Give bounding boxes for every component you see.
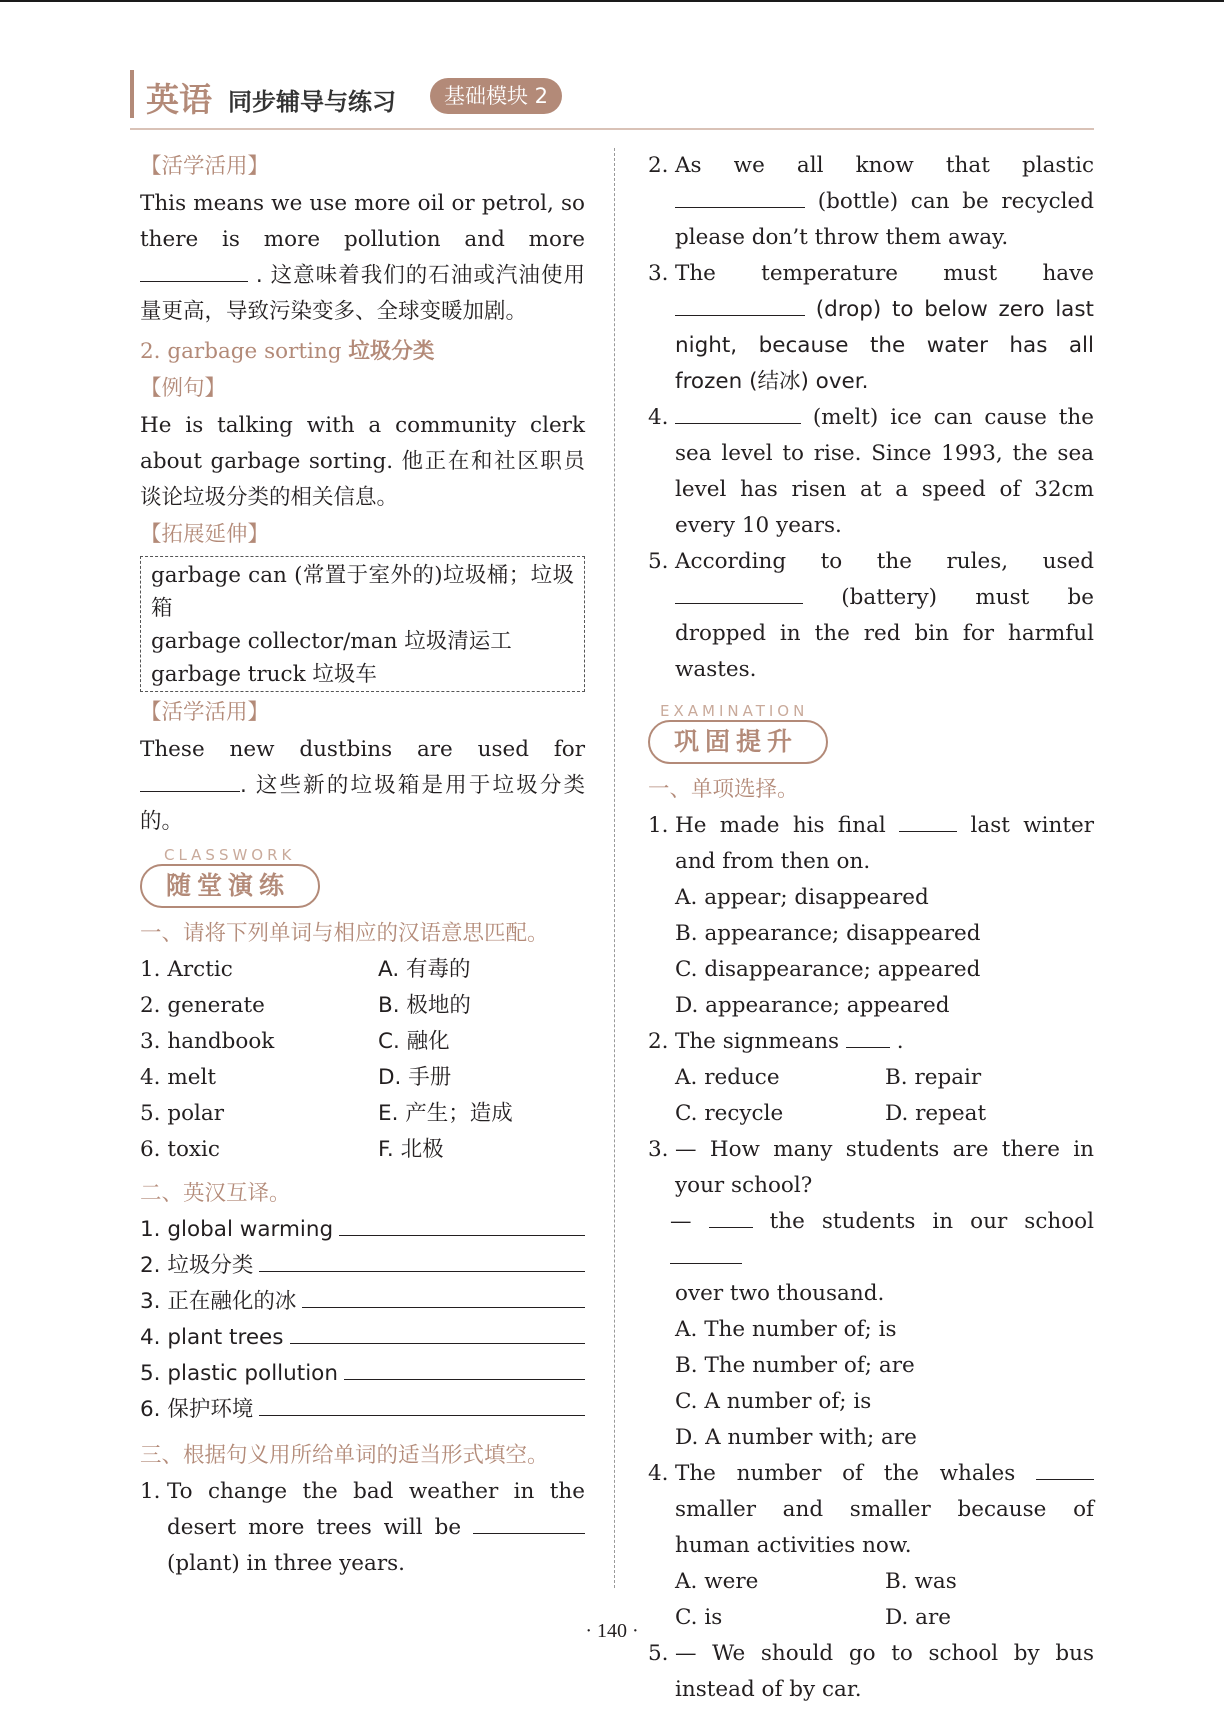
answer-blank[interactable]	[140, 771, 240, 792]
mc-option[interactable]: A. The number of; is	[675, 1317, 897, 1342]
answer-blank[interactable]	[709, 1207, 753, 1228]
match-meaning: A. 有毒的	[378, 957, 471, 982]
answer-blank[interactable]	[302, 1285, 585, 1308]
mc-option[interactable]: B. appearance; disappeared	[675, 921, 981, 946]
answer-blank[interactable]	[899, 811, 957, 832]
mc-option[interactable]: C. recycle	[675, 1101, 784, 1126]
match-word: 4. melt	[140, 1065, 216, 1090]
tuozhan-line: garbage truck 垃圾车	[151, 662, 377, 687]
answer-blank[interactable]	[675, 187, 805, 208]
page-header	[130, 70, 1094, 132]
mc-option-row	[648, 1096, 1094, 1132]
match-word: 3. handbook	[140, 1029, 275, 1054]
translate-item: 1. global warming	[140, 1217, 334, 1242]
classwork-label-cn: 随堂演练	[166, 871, 291, 900]
mc-question-3-answer: — the students in our school	[648, 1204, 1094, 1276]
huoxue-text-2: These new dustbins are used for . 这些新的垃圾箱是用于垃圾分类的。	[140, 737, 585, 834]
answer-blank[interactable]	[675, 295, 805, 316]
mc-option[interactable]: C. is	[675, 1605, 723, 1630]
top-border	[0, 0, 1224, 2]
translate-item: 4. plant trees	[140, 1325, 284, 1350]
answer-blank[interactable]	[259, 1249, 585, 1272]
answer-blank[interactable]	[140, 261, 248, 282]
mc-option[interactable]: B. was	[885, 1569, 957, 1594]
match-meaning: B. 极地的	[378, 993, 471, 1018]
mc-option[interactable]: D. appearance; appeared	[675, 993, 950, 1018]
fill-question-5: 5. According to the rules, used (battery) must be dropped in the red bin for harmful wastes.	[648, 549, 1094, 682]
answer-blank[interactable]	[675, 403, 801, 424]
mc-option[interactable]: D. are	[885, 1605, 951, 1630]
mc-option[interactable]: C. disappearance; appeared	[675, 957, 981, 982]
mc-option[interactable]: A. were	[675, 1569, 759, 1594]
translate-item: 2. 垃圾分类	[140, 1253, 254, 1278]
tuozhan-heading: 【拓展延伸】	[140, 522, 270, 547]
section-3-title: 三、根据句义用所给单词的适当形式填空。	[140, 1443, 549, 1468]
fill-question-1: 1. To change the bad weather in the desert more trees will be (plant) in three years.	[140, 1479, 585, 1576]
column-divider	[614, 148, 615, 1588]
answer-blank[interactable]	[344, 1357, 585, 1380]
tuozhan-line: garbage can (常置于室外的)垃圾桶；垃圾箱	[151, 563, 574, 621]
header-title: 同步辅导与练习	[228, 88, 396, 116]
match-word: 5. polar	[140, 1101, 225, 1126]
huoxue-heading: 【活学活用】	[140, 154, 270, 179]
mc-option-row	[648, 1564, 1094, 1600]
page-number: · 140 ·	[585, 1620, 639, 1642]
answer-blank[interactable]	[1036, 1459, 1094, 1480]
mc-option-row	[648, 1060, 1094, 1096]
mc-option[interactable]: A. reduce	[675, 1065, 780, 1090]
classwork-label-en: CLASSWORK	[164, 846, 296, 864]
mc-question-4: 4. The number of the whales smaller and smaller because of human activities now.	[648, 1461, 1094, 1558]
mc-option[interactable]: B. repair	[885, 1065, 982, 1090]
answer-blank[interactable]	[670, 1243, 742, 1264]
match-word: 2. generate	[140, 993, 265, 1018]
tuozhan-line: garbage collector/man 垃圾清运工	[151, 629, 512, 654]
fill-question-3: 3. The temperature must have (drop) to below zero last night, because the water has all frozen (结冰) over.	[648, 261, 1094, 394]
answer-blank[interactable]	[473, 1513, 585, 1534]
translate-item: 6. 保护环境	[140, 1397, 254, 1422]
match-meaning: E. 产生；造成	[378, 1101, 513, 1126]
mc-question-3-tail: over two thousand.	[675, 1281, 885, 1306]
header-subject: 英语	[146, 80, 212, 119]
vocab-item-2: 2. garbage sorting 垃圾分类	[140, 339, 435, 364]
section-2-title: 二、英汉互译。	[140, 1181, 291, 1206]
mc-question-1: 1. He made his final last winter and from then on.	[648, 813, 1094, 874]
match-word: 6. toxic	[140, 1137, 220, 1162]
mc-option[interactable]: B. The number of; are	[675, 1353, 915, 1378]
answer-blank[interactable]	[846, 1027, 890, 1048]
header-module-badge: 基础模块 2	[430, 78, 562, 114]
mc-option[interactable]: D. A number with; are	[675, 1425, 917, 1450]
examination-label-cn: 巩固提升	[674, 727, 799, 756]
match-meaning: D. 手册	[378, 1065, 452, 1090]
examination-badge	[648, 702, 1094, 772]
section-1-title: 一、请将下列单词与相应的汉语意思匹配。	[140, 921, 549, 946]
mc-option[interactable]: A. appear; disappeared	[675, 885, 929, 910]
header-rule	[130, 128, 1094, 130]
mc-question-5: 5. — We should go to school by bus instead of by car.	[648, 1641, 1094, 1702]
mc-question-2: 2. The signmeans .	[648, 1029, 904, 1054]
answer-blank[interactable]	[290, 1321, 586, 1344]
translate-item: 5. plastic pollution	[140, 1361, 338, 1386]
left-column	[140, 148, 585, 1582]
examination-label-en: EXAMINATION	[660, 702, 809, 720]
translation-list	[140, 1212, 585, 1428]
liju-heading: 【例句】	[140, 376, 227, 401]
matching-list	[140, 952, 585, 1168]
tuozhan-box	[140, 556, 585, 692]
fill-question-4: 4. (melt) ice can cause the sea level to rise. Since 1993, the sea level has risen at a speed of 32cm every 10 years.	[648, 405, 1094, 538]
mc-question-3: 3. — How many students are there in your school?	[648, 1137, 1094, 1198]
match-meaning: C. 融化	[378, 1029, 450, 1054]
answer-blank[interactable]	[675, 583, 803, 604]
exam-section-1-title: 一、单项选择。	[648, 777, 799, 802]
header-accent-bar	[130, 70, 134, 118]
fill-question-2: 2. As we all know that plastic (bottle) can be recycled please don’t throw them away.	[648, 153, 1094, 250]
match-word: 1. Arctic	[140, 957, 233, 982]
huoxue-text: This means we use more oil or petrol, so there is more pollution and more . 这意味着我们的石油或汽油使用量更高，导致污染变多、全球变暖加剧。	[140, 191, 585, 324]
classwork-badge	[140, 846, 585, 916]
liju-text: He is talking with a community clerk about garbage sorting. 他正在和社区职员谈论垃圾分类的相关信息。	[140, 413, 585, 510]
answer-blank[interactable]	[259, 1393, 585, 1416]
right-column	[648, 148, 1094, 1708]
mc-option[interactable]: D. repeat	[885, 1101, 987, 1126]
translate-item: 3. 正在融化的冰	[140, 1289, 297, 1314]
mc-option[interactable]: C. A number of; is	[675, 1389, 872, 1414]
answer-blank[interactable]	[339, 1213, 585, 1236]
huoxue-heading-2: 【活学活用】	[140, 700, 270, 725]
match-meaning: F. 北极	[378, 1137, 444, 1162]
